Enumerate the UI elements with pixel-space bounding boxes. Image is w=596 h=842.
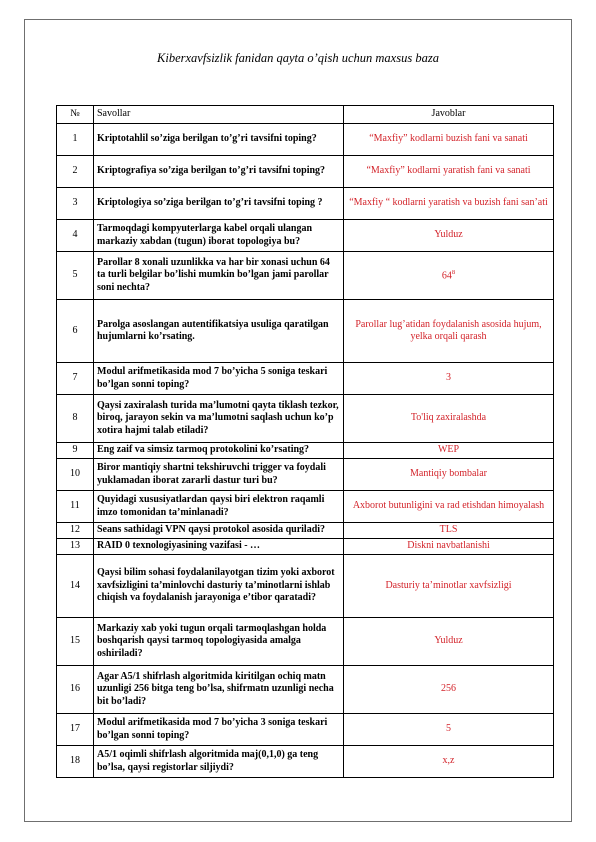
- question-cell: Kriptotahlil so’ziga berilgan to’g’ri tavsifni toping?: [94, 124, 344, 156]
- row-number: 3: [57, 188, 94, 220]
- answer-text: Diskni navbatlanishi: [407, 540, 490, 552]
- question-cell: Markaziy xab yoki tugun orqali tarmoqlashgan holda boshqarish qaysi tarmoq topologiyasida amalga oshiriladi?: [94, 618, 344, 666]
- row-number: 16: [57, 666, 94, 714]
- table-row: [57, 300, 554, 363]
- answer-cell: [344, 252, 554, 300]
- question-cell: Seans sathidagi VPN qaysi protokol asosida quriladi?: [94, 523, 344, 539]
- table-row: [57, 555, 554, 618]
- question-cell: Eng zaif va simsiz tarmoq protokolini ko’rsating?: [94, 443, 344, 459]
- answer-cell: [344, 459, 554, 491]
- answer-cell: [344, 395, 554, 443]
- answer-text: 5: [446, 723, 451, 735]
- answer-text: Dasturiy ta’minotlar xavfsizligi: [385, 579, 512, 591]
- question-cell: Modul arifmetikasida mod 7 bo’yicha 5 soniga teskari bo’lgan sonni toping?: [94, 363, 344, 395]
- row-number: 10: [57, 459, 94, 491]
- question-cell: Qaysi zaxiralash turida ma’lumotni qayta tiklash tezkor, biroq, jarayon sekin va ma’lumotni saqlash uchun ko’p xotira hajmi talab etiladi?: [94, 395, 344, 443]
- table-row: [57, 523, 554, 539]
- answer-cell: [344, 156, 554, 188]
- row-number: 11: [57, 491, 94, 523]
- row-number: 14: [57, 555, 94, 618]
- row-number: 9: [57, 443, 94, 459]
- answer-cell: [344, 443, 554, 459]
- answer-cell: [344, 539, 554, 555]
- row-number: 12: [57, 523, 94, 539]
- answer-text: Axborot butunligini va rad etishdan himoyalash: [352, 500, 545, 512]
- answer-cell: [344, 300, 554, 363]
- answer-cell: [344, 523, 554, 539]
- answer-cell: [344, 618, 554, 666]
- answer-cell: [344, 555, 554, 618]
- row-number: 17: [57, 714, 94, 746]
- question-cell: Kriptografiya so’ziga berilgan to’g’ri tavsifni toping?: [94, 156, 344, 188]
- question-cell: Parollar 8 xonali uzunlikka va har bir xonasi uchun 64 ta turli belgilar bo’lishi mumkin bo’lgan jami parollar soni nechta?: [94, 252, 344, 300]
- question-cell: Kriptologiya so’ziga berilgan to’g’ri tavsifni toping ?: [94, 188, 344, 220]
- table-row: [57, 395, 554, 443]
- answer-text: Yulduz: [434, 229, 463, 241]
- answer-exponent: 8: [451, 268, 456, 276]
- question-cell: Quyidagi xususiyatlardan qaysi biri elektron raqamli imzo tomonidan ta’minlanadi?: [94, 491, 344, 523]
- table-row: [57, 746, 554, 778]
- row-number: 1: [57, 124, 94, 156]
- table-row: [57, 714, 554, 746]
- table-row: [57, 666, 554, 714]
- answer-cell: [344, 188, 554, 220]
- question-cell: Modul arifmetikasida mod 7 bo’yicha 3 soniga teskari bo’lgan sonni toping?: [94, 714, 344, 746]
- answer-text: 64: [441, 269, 452, 281]
- answer-text: “Maxfiy” kodlarni yaratish fani va sanati: [366, 165, 531, 177]
- answer-text: 3: [446, 372, 451, 384]
- answer-text: “Maxfiy” kodlarni buzish fani va sanati: [369, 133, 528, 145]
- table-row: [57, 252, 554, 300]
- answer-text: Yulduz: [434, 635, 463, 647]
- answer-text: “Maxfiy “ kodlarni yaratish va buzish fani san’ati: [349, 197, 548, 209]
- header-questions: Savollar: [94, 106, 344, 124]
- answer-cell: [344, 746, 554, 778]
- question-cell: Agar A5/1 shifrlash algoritmida kiritilgan ochiq matn uzunligi 256 bitga teng bo’lsa, shifrmatn uzunligi necha bit bo’ladi?: [94, 666, 344, 714]
- answer-cell: [344, 491, 554, 523]
- document-title: Kiberxavfsizlik fanidan qayta o’qish uchun maxsus baza: [157, 51, 439, 65]
- row-number: 2: [57, 156, 94, 188]
- answer-cell: [344, 220, 554, 252]
- question-cell: RAID 0 texnologiyasining vazifasi - …: [94, 539, 344, 555]
- answer-text: x,z: [442, 755, 455, 767]
- answer-text: TLS: [439, 524, 458, 536]
- questions-table: [56, 105, 554, 778]
- answer-cell: [344, 124, 554, 156]
- table-row: [57, 220, 554, 252]
- table-row: [57, 363, 554, 395]
- row-number: 6: [57, 300, 94, 363]
- table-row: [57, 459, 554, 491]
- answer-cell: [344, 714, 554, 746]
- table-row: [57, 443, 554, 459]
- answer-cell: [344, 666, 554, 714]
- question-cell: Biror mantiqiy shartni tekshiruvchi trigger va foydali yuklamadan iborat zararli dastur turi bu?: [94, 459, 344, 491]
- header-answers: Javoblar: [344, 106, 554, 124]
- answer-text: To'liq zaxiralashda: [410, 412, 487, 424]
- table-row: [57, 618, 554, 666]
- row-number: 5: [57, 252, 94, 300]
- row-number: 8: [57, 395, 94, 443]
- table-row: [57, 539, 554, 555]
- question-cell: Tarmoqdagi kompyuterlarga kabel orqali ulangan markaziy xabdan (tugun) iborat topologiya bu?: [94, 220, 344, 252]
- row-number: 13: [57, 539, 94, 555]
- table-row: [57, 124, 554, 156]
- table-row: [57, 188, 554, 220]
- answer-text: 256: [441, 683, 456, 695]
- row-number: 15: [57, 618, 94, 666]
- answer-cell: [344, 363, 554, 395]
- question-cell: Qaysi bilim sohasi foydalanilayotgan tizim yoki axborot xavfsizligini ta’minlovchi dasturiy ta’minotlarni ishlab chiqish va foydalanish jarayoniga e’tibor qaratadi?: [94, 555, 344, 618]
- question-cell: A5/1 oqimli shifrlash algoritmida maj(0,1,0) ga teng bo’lsa, qaysi registorlar siljiydi?: [94, 746, 344, 778]
- answer-text: WEP: [437, 444, 460, 456]
- answer-text: Parollar lug’atidan foydalanish asosida hujum, yelka orqali qarash: [355, 318, 542, 342]
- row-number: 4: [57, 220, 94, 252]
- header-number: №: [57, 106, 94, 124]
- row-number: 18: [57, 746, 94, 778]
- table-row: [57, 156, 554, 188]
- question-cell: Parolga asoslangan autentifikatsiya usuliga qaratilgan hujumlarni ko’rsating.: [94, 300, 344, 363]
- row-number: 7: [57, 363, 94, 395]
- table-header-row: [57, 106, 554, 124]
- table-row: [57, 491, 554, 523]
- answer-text: Mantiqiy bombalar: [410, 468, 487, 480]
